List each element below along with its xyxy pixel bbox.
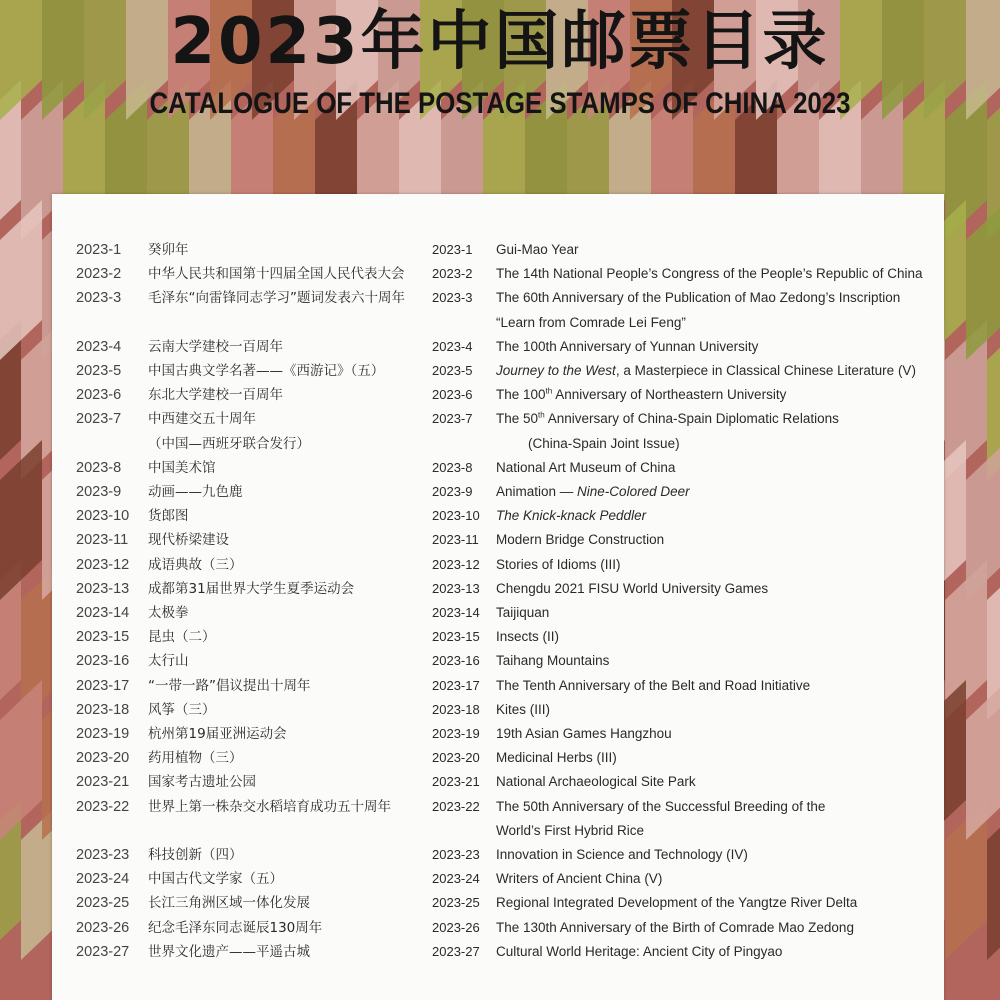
stamp-number-en: 2023-15 <box>432 629 480 645</box>
stamp-number-cn: 2023-20 <box>76 750 130 767</box>
stamp-number-cn: 2023-7 <box>76 411 122 428</box>
stamp-title-en <box>496 674 810 698</box>
stamp-title-en-text: Insects (II) <box>496 629 560 645</box>
catalogue-list-panel <box>52 194 944 1000</box>
stamp-title-en <box>496 262 923 286</box>
stamp-title-en-text: Cultural World Heritage: Ancient City of Pingyao <box>496 943 783 959</box>
stamp-title-en-text: Regional Integrated Development of the Yangtze River Delta <box>496 895 858 911</box>
stamp-number-cn: 2023-6 <box>76 387 122 404</box>
stamp-number-en: 2023-17 <box>432 677 480 693</box>
stamp-title-en <box>496 625 559 649</box>
stamp-number-en: 2023-20 <box>432 750 480 766</box>
stamp-title-en-text: Medicinal Herbs (III) <box>496 750 617 766</box>
stamp-title-en-text: The 60th Anniversary of the Publication of Mao Zedong’s Inscription <box>496 290 901 306</box>
stamp-title-en <box>496 891 857 915</box>
stamp-number-cn: 2023-4 <box>76 338 122 355</box>
stamp-title-en <box>496 577 768 601</box>
stamp-title-en-line2: “Learn from Comrade Lei Feng” <box>496 314 686 330</box>
stamp-number-cn: 2023-19 <box>76 726 130 742</box>
stamp-title-en <box>496 940 782 964</box>
stamp-number-en: 2023-2 <box>432 266 473 282</box>
stamp-title-en <box>496 335 758 359</box>
stamp-title-cn: 成语典故（三） <box>148 556 243 573</box>
stamp-number-en: 2023-4 <box>432 338 473 354</box>
stamp-number-cn: 2023-25 <box>76 895 130 912</box>
stamp-title-en-text: Stories of Idioms (III) <box>496 556 621 572</box>
ordinal-suffix: th <box>545 386 553 396</box>
stamp-title-en <box>496 504 646 528</box>
stamp-title-en-italic: Nine-Colored Deer <box>577 484 690 499</box>
stamp-title-en-italic: The Knick-knack Peddler <box>496 508 647 524</box>
stamp-number-en: 2023-18 <box>432 701 480 717</box>
stamp-entry <box>52 795 944 843</box>
stamp-title-en <box>496 843 748 867</box>
stamp-title-en-text: 19th Asian Games Hangzhou <box>496 726 672 741</box>
stamp-title-en <box>496 795 825 819</box>
stamp-title-en <box>496 770 696 794</box>
stamp-number-cn: 2023-5 <box>76 363 122 379</box>
stamp-title-en-text: The 100th Anniversary of Yunnan University <box>496 338 759 354</box>
stamp-title-cn: 癸卯年 <box>148 242 189 258</box>
stamp-number-en: 2023-26 <box>432 919 480 935</box>
stamp-number-cn: 2023-10 <box>76 508 130 525</box>
stamp-number-en: 2023-7 <box>432 411 473 427</box>
stamp-number-cn: 2023-13 <box>76 580 130 597</box>
stamp-number-cn: 2023-3 <box>76 290 122 307</box>
stamp-number-en: 2023-10 <box>432 508 480 524</box>
stamp-number-en: 2023-19 <box>432 726 480 741</box>
stamp-entry <box>52 407 944 455</box>
stamp-title-en-text: Animation — <box>496 484 578 499</box>
stamp-title-cn: 现代桥梁建设 <box>148 532 229 549</box>
stamp-number-cn: 2023-18 <box>76 701 130 718</box>
stamp-title-cn: 中国古典文学名著——《西游记》（五） <box>148 363 385 379</box>
stamp-number-cn: 2023-23 <box>76 847 130 863</box>
stamp-number-en: 2023-23 <box>432 847 480 862</box>
stamp-number-cn: 2023-17 <box>76 677 130 694</box>
stamp-title-en-text: Anniversary of China-Spain Diplomatic Relations <box>544 411 839 427</box>
stamp-title-en-italic: Journey to the West <box>496 363 616 378</box>
stamp-title-en-prefix: The 100 <box>496 387 546 403</box>
stamp-title-en <box>496 553 621 577</box>
stamp-title-cn: 科技创新（四） <box>148 847 243 863</box>
stamp-title-cn: 世界上第一株杂交水稻培育成功五十周年 <box>148 798 391 815</box>
stamp-title-en <box>496 480 690 504</box>
stamp-number-en: 2023-11 <box>432 532 479 548</box>
stamp-entry <box>52 286 944 334</box>
stamp-title-en-text: Taijiquan <box>496 605 550 620</box>
stamp-number-en: 2023-21 <box>432 774 480 790</box>
stamp-number-cn: 2023-1 <box>76 242 122 258</box>
stamp-number-en: 2023-6 <box>432 387 473 403</box>
stamp-title-en-text: The 50th Anniversary of the Successful Breeding of the <box>496 798 826 814</box>
stamp-number-en: 2023-9 <box>432 484 473 499</box>
stamp-title-en-line2: (China-Spain Joint Issue) <box>528 435 680 451</box>
stamp-number-en: 2023-25 <box>432 895 480 911</box>
stamp-title-en <box>496 746 617 770</box>
stamp-title-cn: 太极拳 <box>148 605 189 621</box>
stamp-title-cn: 成都第31届世界大学生夏季运动会 <box>148 580 355 597</box>
stamp-title-cn: 动画——九色鹿 <box>148 484 243 500</box>
stamp-number-cn: 2023-21 <box>76 774 130 791</box>
stamp-title-en-text: National Art Museum of China <box>496 459 676 475</box>
stamp-number-en: 2023-22 <box>432 798 480 814</box>
stamp-title-en <box>496 916 854 940</box>
stamp-title-cn: 长江三角洲区域一体化发展 <box>148 895 310 912</box>
stamp-title-en-text: Kites (III) <box>496 701 551 717</box>
stamp-number-cn: 2023-26 <box>76 919 130 936</box>
stamp-title-cn: 国家考古遗址公园 <box>148 774 256 791</box>
stamp-title-en <box>496 407 839 431</box>
stamp-title-en <box>496 286 900 310</box>
stamp-title-cn: 昆虫（二） <box>148 629 216 646</box>
stamp-title-en <box>496 383 786 407</box>
stamp-title-en <box>496 649 609 673</box>
stamp-title-cn: 中西建交五十周年 <box>148 411 256 428</box>
stamp-title-en-text: Taihang Mountains <box>496 653 610 669</box>
stamp-title-cn: 药用植物（三） <box>148 750 243 767</box>
stamp-title-en-text: The 14th National People’s Congress of the People’s Republic of China <box>496 266 923 282</box>
stamp-number-cn: 2023-22 <box>76 798 130 815</box>
stamp-number-en: 2023-12 <box>432 556 480 572</box>
stamp-number-en: 2023-27 <box>432 943 480 959</box>
stamp-title-en <box>496 601 549 625</box>
stamp-title-cn: 风筝（三） <box>148 701 216 718</box>
stamp-title-cn: 中国古代文学家（五） <box>148 871 283 888</box>
stamp-title-cn: 纪念毛泽东同志诞辰130周年 <box>148 919 323 936</box>
stamp-number-cn: 2023-27 <box>76 943 130 960</box>
stamp-number-en: 2023-3 <box>432 290 473 306</box>
stamp-number-cn: 2023-11 <box>76 532 129 549</box>
stamp-title-cn: 杭州第19届亚洲运动会 <box>148 726 287 742</box>
stamp-number-en: 2023-14 <box>432 605 480 620</box>
stamp-number-en: 2023-1 <box>432 242 473 257</box>
stamp-number-en: 2023-5 <box>432 363 473 378</box>
stamp-number-cn: 2023-8 <box>76 459 122 476</box>
stamp-title-en-text: Writers of Ancient China (V) <box>496 871 663 887</box>
stamp-title-cn: “一带一路”倡议提出十周年 <box>148 677 311 694</box>
stamp-entry <box>52 940 944 988</box>
stamp-number-en: 2023-16 <box>432 653 480 669</box>
stamp-number-cn: 2023-16 <box>76 653 130 670</box>
stamp-title-en-text: National Archaeological Site Park <box>496 774 696 790</box>
stamp-title-en <box>496 867 662 891</box>
stamp-number-cn: 2023-2 <box>76 266 122 283</box>
stamp-title-cn: 中国美术馆 <box>148 459 216 476</box>
stamp-title-en <box>496 698 550 722</box>
stamp-title-en <box>496 528 664 552</box>
stamp-number-en: 2023-13 <box>432 580 480 596</box>
stamp-number-en: 2023-24 <box>432 871 480 887</box>
stamp-title-en-text: Modern Bridge Construction <box>496 532 665 548</box>
stamp-number-cn: 2023-9 <box>76 484 122 500</box>
stamp-title-cn-line2: （中国—西班牙联合发行） <box>148 435 310 452</box>
ordinal-suffix: th <box>538 410 545 420</box>
stamp-title-en-text: Gui-Mao Year <box>496 242 579 257</box>
stamp-title-en <box>496 456 675 480</box>
stamp-title-en-text: The 130th Anniversary of the Birth of Comrade Mao Zedong <box>496 919 854 935</box>
stamp-title-cn: 云南大学建校一百周年 <box>148 338 283 355</box>
stamp-number-cn: 2023-15 <box>76 629 130 646</box>
stamp-title-cn: 中华人民共和国第十四届全国人民代表大会 <box>148 266 405 283</box>
stamp-title-en <box>496 238 579 262</box>
stamp-title-cn: 世界文化遗产——平遥古城 <box>148 943 310 960</box>
stamp-title-cn: 货郎图 <box>148 508 189 525</box>
stamp-title-cn: 太行山 <box>148 653 189 670</box>
stamp-title-en-line2: World’s First Hybrid Rice <box>496 822 645 838</box>
stamp-title-cn: 东北大学建校一百周年 <box>148 387 283 404</box>
stamp-title-en-text: Anniversary of Northeastern University <box>552 387 787 403</box>
stamp-title-en-text: The Tenth Anniversary of the Belt and Road Initiative <box>496 677 811 693</box>
stamp-title-cn: 毛泽东“向雷锋同志学习”题词发表六十周年 <box>148 290 405 307</box>
catalogue-title-en: CATALOGUE OF THE POSTAGE STAMPS OF CHINA 2023 <box>149 87 851 120</box>
stamp-title-en-text: Innovation in Science and Technology (IV) <box>496 847 748 862</box>
stamp-title-en <box>496 722 672 746</box>
stamp-number-cn: 2023-24 <box>76 871 130 888</box>
stamp-title-en <box>496 359 916 383</box>
stamp-number-cn: 2023-12 <box>76 556 130 573</box>
catalogue-title-cn: 2023年中国邮票目录 <box>170 5 830 79</box>
stamp-number-en: 2023-8 <box>432 459 473 475</box>
stamp-number-cn: 2023-14 <box>76 605 130 621</box>
stamp-title-en-prefix: The 50 <box>496 411 539 427</box>
stamp-title-en-text: , a Masterpiece in Classical Chinese Literature (V) <box>615 363 916 378</box>
stamp-title-en-text: Chengdu 2021 FISU World University Games <box>496 580 769 596</box>
